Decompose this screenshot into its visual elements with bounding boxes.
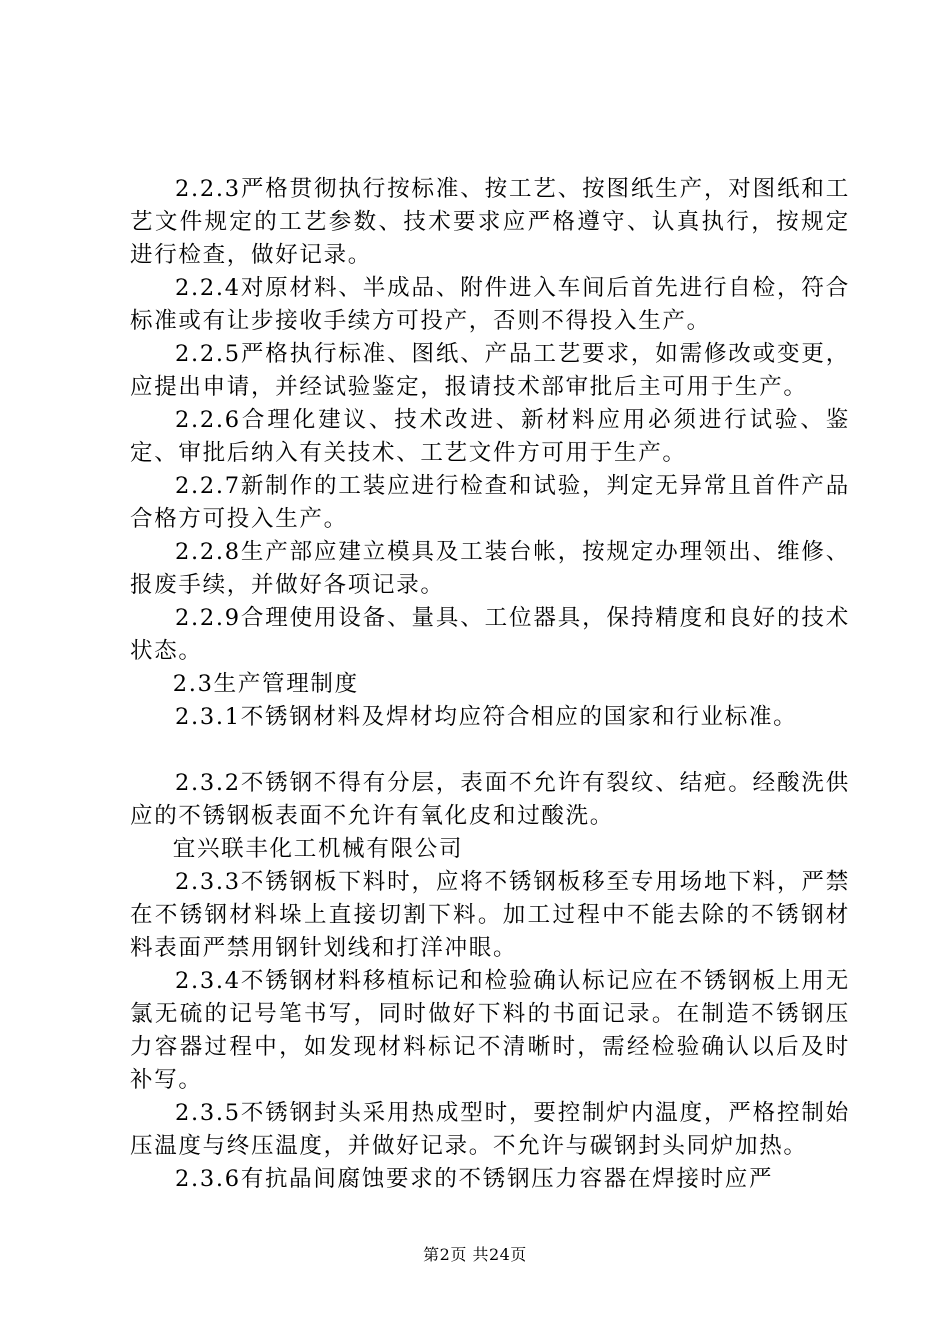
paragraph-2-3-2: 2.3.2不锈钢不得有分层，表面不允许有裂纹、结疤。经酸洗供应的不锈钢板表面不允许有氧化皮和过酸洗。 [130,770,850,829]
paragraph-2-2-7: 2.2.7新制作的工装应进行检查和试验，判定无异常且首件产品合格方可投入生产。 [130,473,850,532]
paragraph-2-3-1: 2.3.1不锈钢材料及焊材均应符合相应的国家和行业标准。 [175,704,798,730]
paragraph-2-2-4: 2.2.4对原材料、半成品、附件进入车间后首先进行自检，符合标准或有让步接收手续方可投产，否则不得投入生产。 [130,275,850,334]
company-name-line: 宜兴联丰化工机械有限公司 [172,836,464,862]
paragraph-2-3-4: 2.3.4不锈钢材料移植标记和检验确认标记应在不锈钢板上用无氯无硫的记号笔书写，同时做好下料的书面记录。在制造不锈钢压力容器过程中，如发现材料标记不清晰时，需经检验确认以后及时补写。 [130,968,850,1093]
paragraph-2-2-3: 2.2.3严格贯彻执行按标准、按工艺、按图纸生产，对图纸和工艺文件规定的工艺参数、技术要求应严格遵守、认真执行，按规定进行检查，做好记录。 [130,176,850,268]
page-number-footer: 第2页 共24页 [423,1245,527,1264]
paragraph-2-3-6: 2.3.6有抗晶间腐蚀要求的不锈钢压力容器在焊接时应严 [175,1166,774,1192]
paragraph-2-3-5: 2.3.5不锈钢封头采用热成型时，要控制炉内温度，严格控制始压温度与终压温度，并做好记录。不允许与碳钢封头同炉加热。 [130,1100,850,1159]
section-heading-2-3: 2.3生产管理制度 [172,671,359,697]
paragraph-2-2-5: 2.2.5严格执行标准、图纸、产品工艺要求，如需修改或变更，应提出申请，并经试验鉴定，报请技术部审批后主可用于生产。 [130,341,850,400]
paragraph-2-2-6: 2.2.6合理化建议、技术改进、新材料应用必须进行试验、鉴定、审批后纳入有关技术、工艺文件方可用于生产。 [130,407,850,466]
document-body [130,173,850,1196]
paragraph-2-2-8: 2.2.8生产部应建立模具及工装台帐，按规定办理领出、维修、报废手续，并做好各项记录。 [130,539,850,598]
paragraph-2-3-3: 2.3.3不锈钢板下料时，应将不锈钢板移至专用场地下料，严禁在不锈钢材料垛上直接切割下料。加工过程中不能去除的不锈钢材料表面严禁用钢针划线和打洋冲眼。 [130,869,850,961]
paragraph-2-2-9: 2.2.9合理使用设备、量具、工位器具，保持精度和良好的技术状态。 [130,605,850,664]
